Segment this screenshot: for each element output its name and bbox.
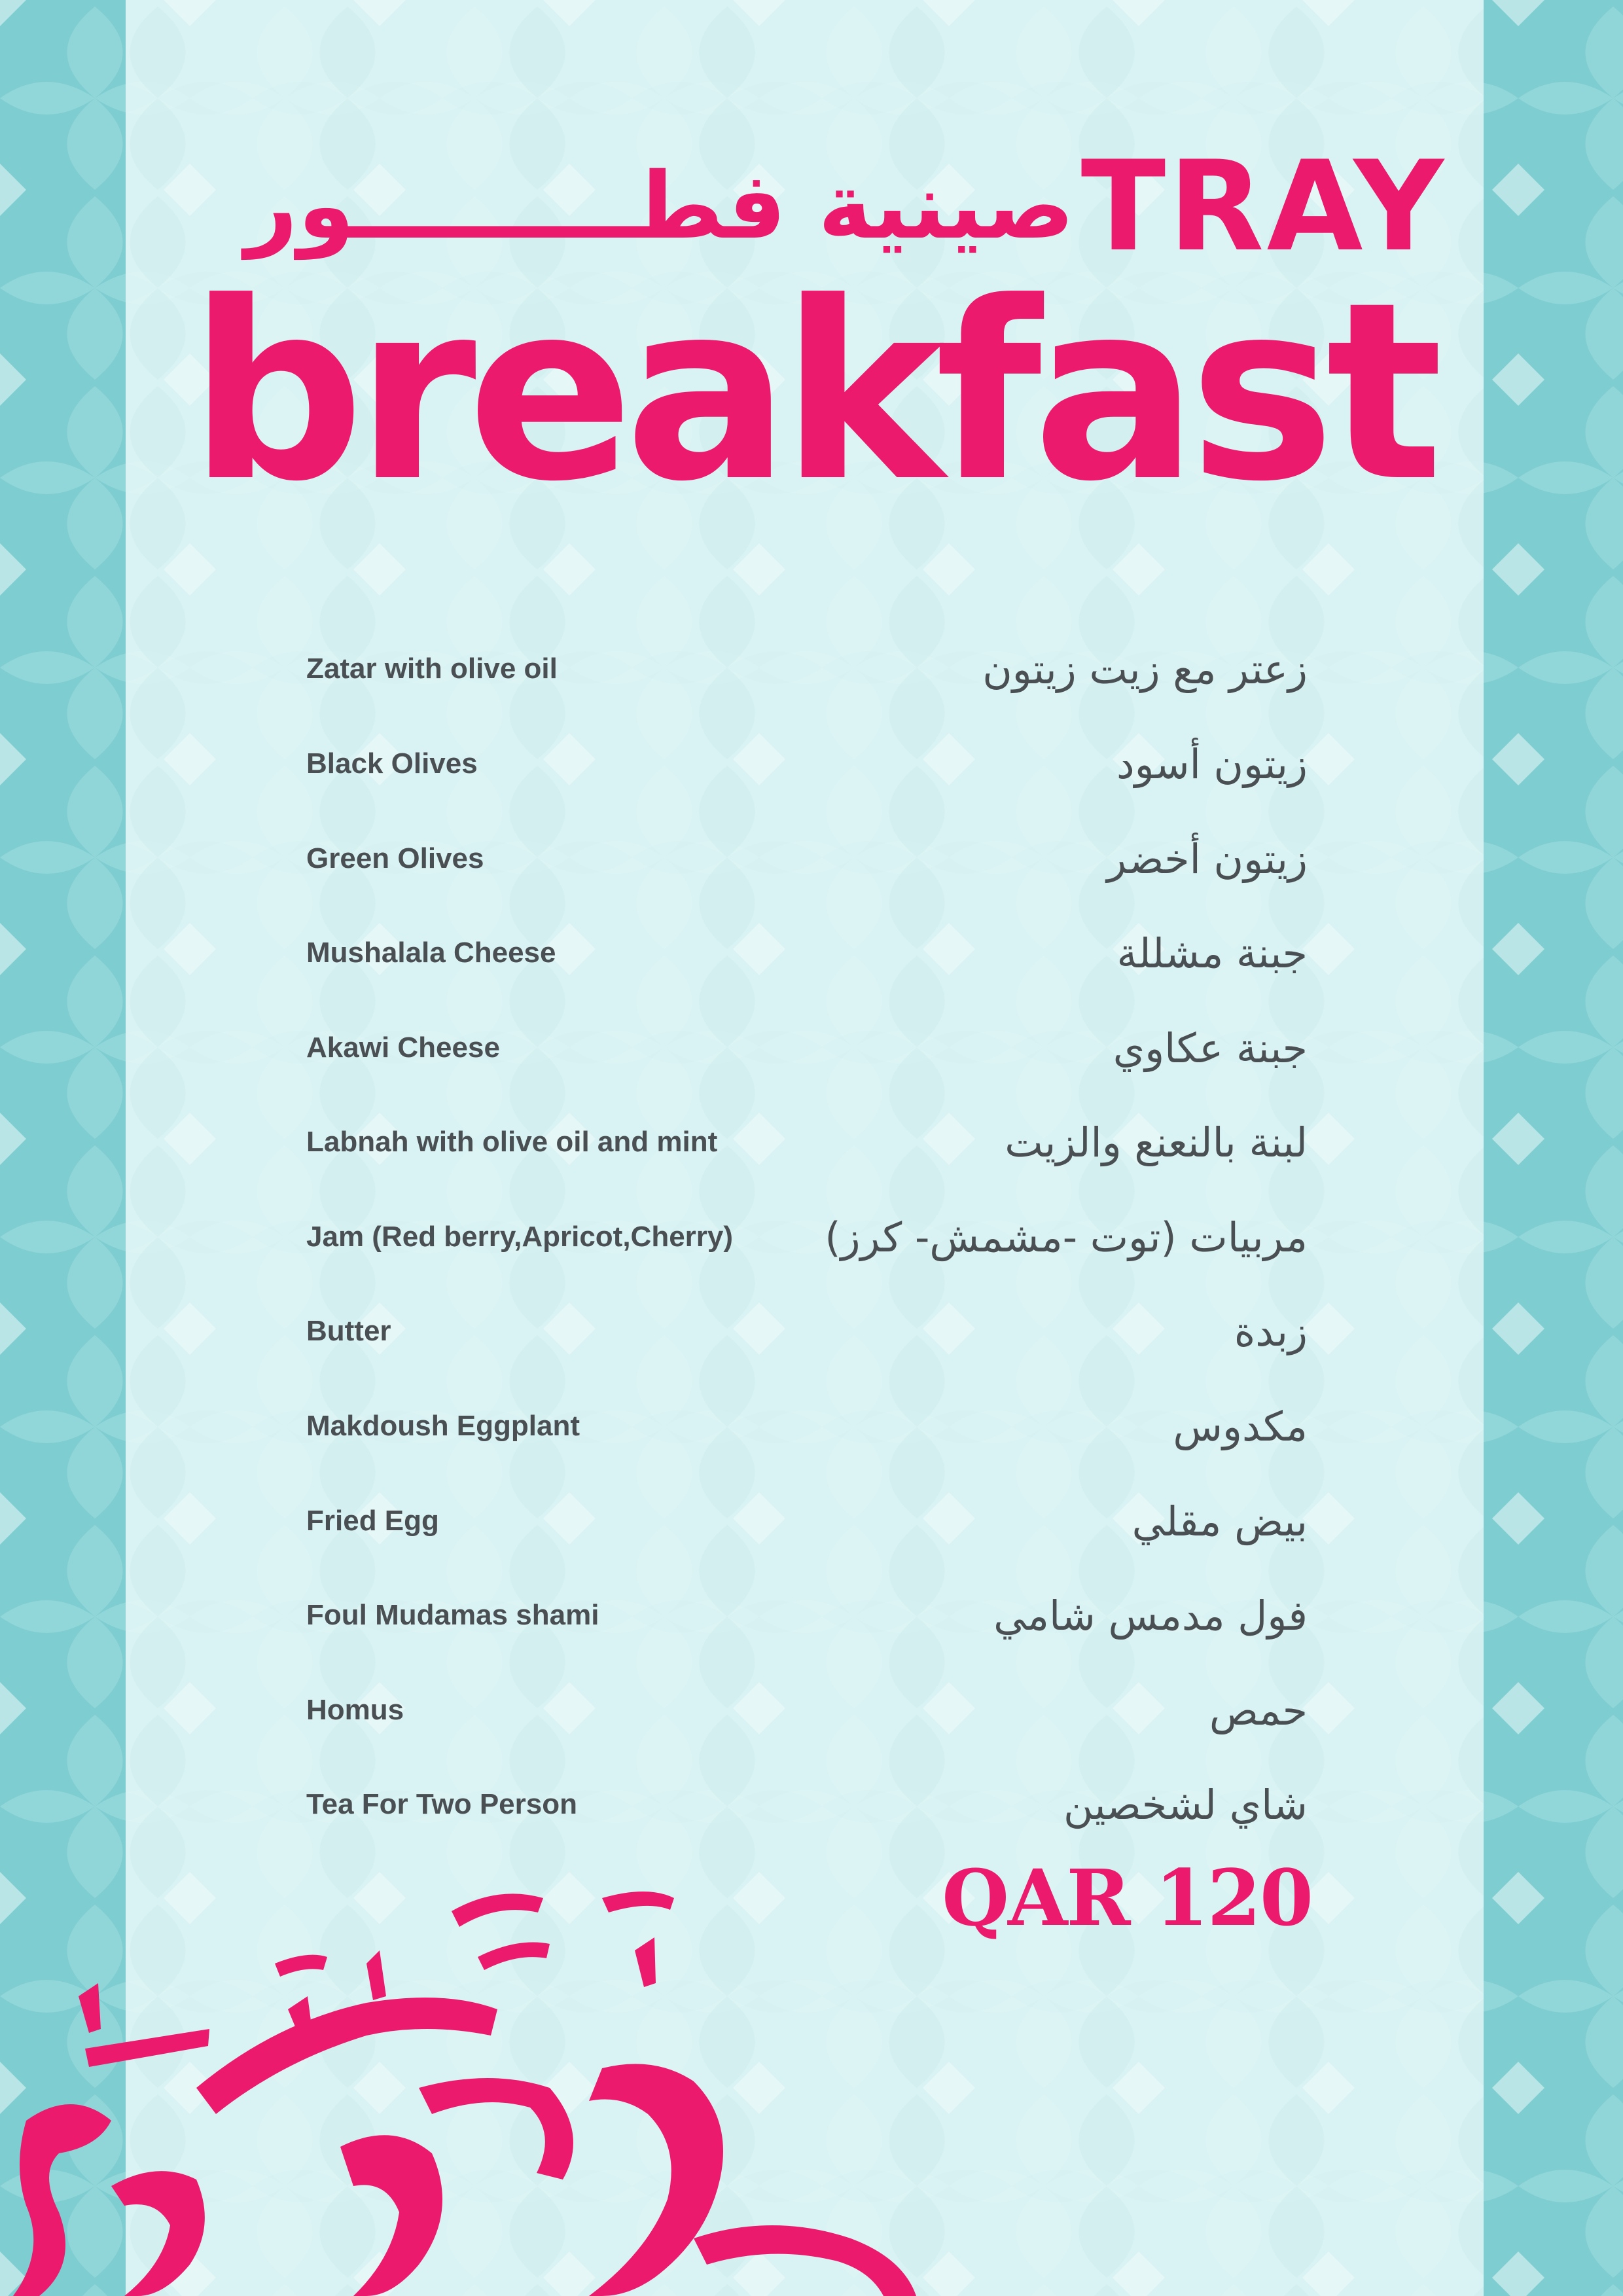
- price: QAR 120: [942, 1852, 1312, 1943]
- menu-item: [306, 819, 1308, 898]
- calligraphy-logo: [0, 1872, 929, 2296]
- calligraphy-logo-text: [0, 0, 1, 1]
- menu-item-name: Butter: [306, 1315, 391, 1347]
- menu-item-name: Black Olives: [306, 747, 478, 780]
- menu-item: [306, 914, 1308, 992]
- menu-item-name-arabic: زعتر مع زيت زيتون: [982, 645, 1308, 693]
- menu-item: [306, 1671, 1308, 1749]
- menu-item: [306, 630, 1308, 708]
- menu-item-name-arabic: جبنة عكاوي: [1113, 1024, 1308, 1072]
- menu-item: [306, 1765, 1308, 1844]
- menu-item: [306, 1387, 1308, 1465]
- menu-item-name: Tea For Two Person: [306, 1788, 577, 1820]
- menu-item-name-arabic: شاي لشخصين: [1063, 1780, 1308, 1829]
- menu-item-name: Jam (Red berry,Apricot,Cherry): [306, 1221, 734, 1253]
- tray-title-arabic: صينية فطـــــــــور: [245, 152, 1075, 260]
- menu-item-name: Foul Mudamas shami: [306, 1599, 599, 1631]
- menu-item: [306, 1576, 1308, 1655]
- menu-item-name-arabic: جبنة مشللة: [1116, 929, 1308, 977]
- menu-item-name-arabic: مربيات (توت -مشمش- كرز): [825, 1213, 1308, 1261]
- menu-item-name-arabic: زيتون أسود: [1116, 740, 1308, 788]
- menu-item-name: Mushalala Cheese: [306, 937, 556, 969]
- menu-item-name: Akawi Cheese: [306, 1031, 500, 1064]
- menu-item-name: Green Olives: [306, 842, 484, 874]
- menu-item-name-arabic: حمص: [1209, 1686, 1308, 1734]
- menu-item-name-arabic: زبدة: [1234, 1307, 1308, 1355]
- menu-item-name: Homus: [306, 1694, 404, 1726]
- menu-item-name-arabic: بيض مقلي: [1132, 1497, 1308, 1545]
- menu-item: [306, 1103, 1308, 1181]
- menu-item: [306, 725, 1308, 803]
- menu-item-name-arabic: مكدوس: [1173, 1402, 1308, 1450]
- menu-item-name: Labnah with olive oil and mint: [306, 1126, 718, 1158]
- menu-item: [306, 1292, 1308, 1371]
- menu-item-name: Zatar with olive oil: [306, 653, 558, 685]
- menu-item: [306, 1009, 1308, 1087]
- menu-item: [306, 1482, 1308, 1560]
- menu-item-name: Fried Egg: [306, 1505, 439, 1537]
- tray-title: TRAY: [1080, 134, 1446, 279]
- breakfast-title: breakfast: [188, 250, 1435, 535]
- menu-item-name-arabic: لبنة بالنعنع والزيت: [1005, 1118, 1308, 1166]
- menu-item-name-arabic: زيتون أخضر: [1107, 834, 1308, 883]
- menu-item-name-arabic: فول مدمس شامي: [993, 1591, 1308, 1640]
- menu-item: [306, 1198, 1308, 1276]
- menu-item-name: Makdoush Eggplant: [306, 1410, 580, 1442]
